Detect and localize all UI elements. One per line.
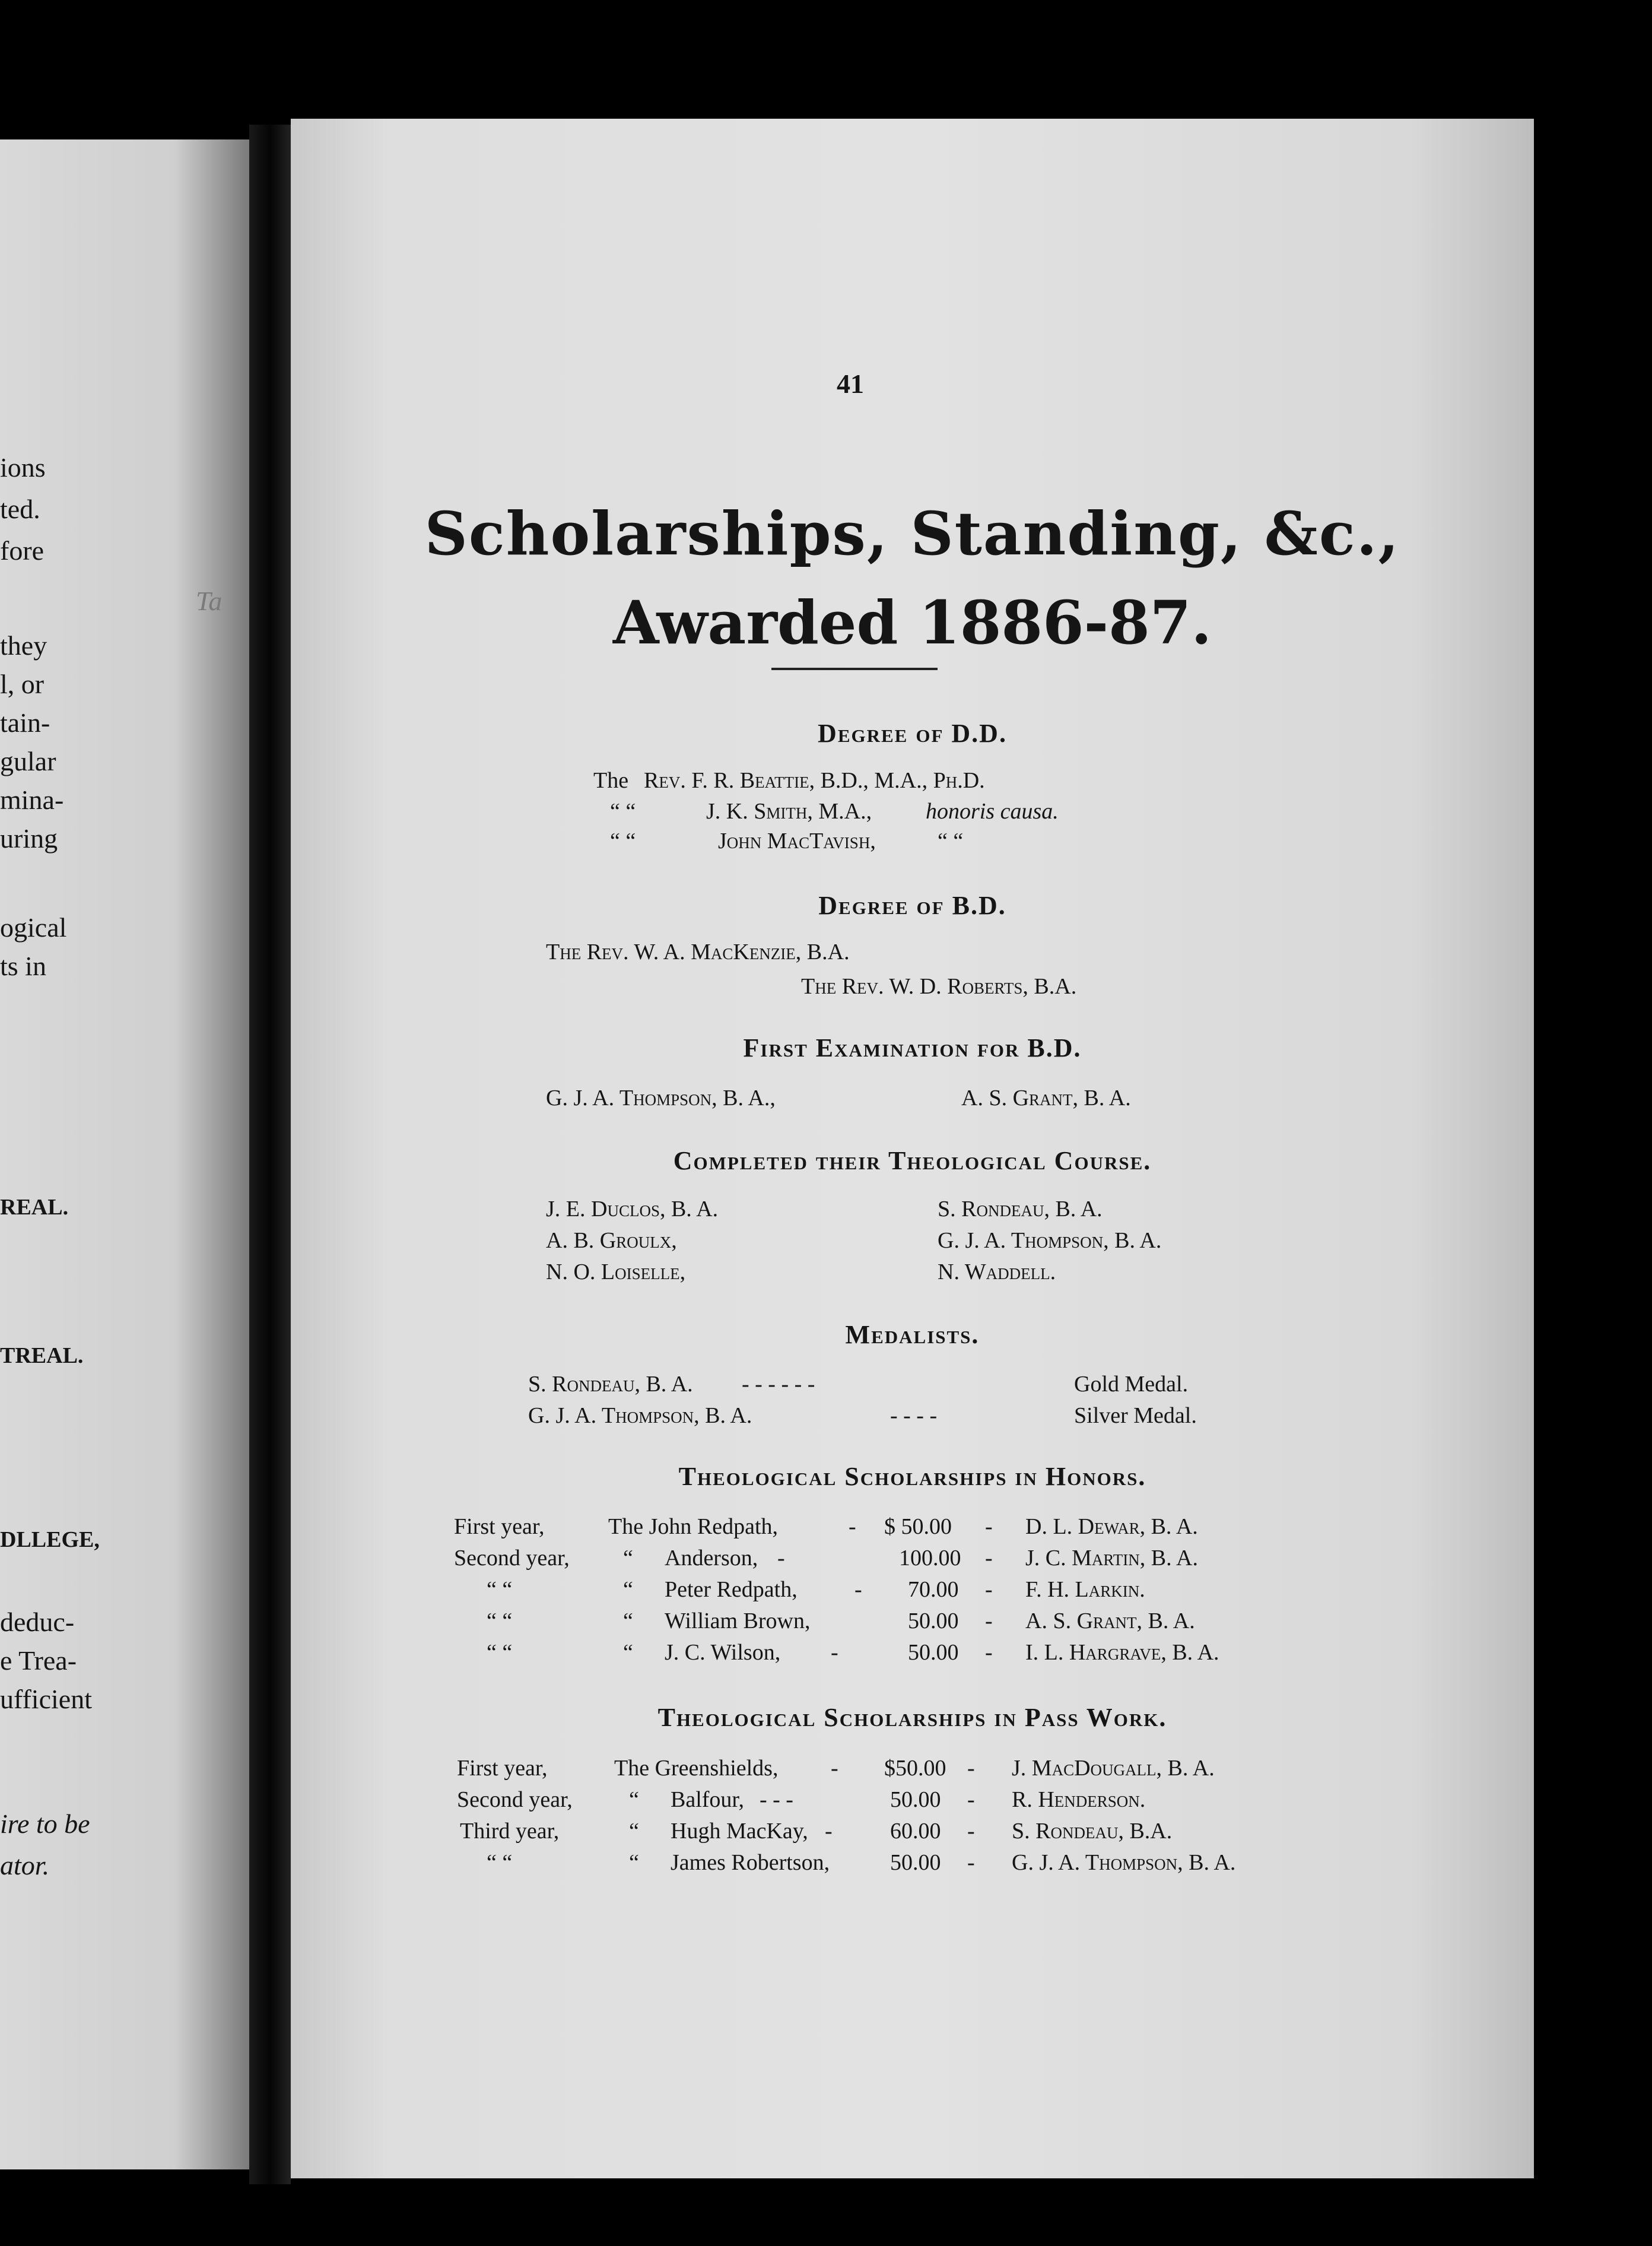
recipient-cell: J. MacDougall, B. A.	[1012, 1756, 1215, 1781]
scholarship-cell: The John Redpath,	[608, 1514, 779, 1539]
amount-cell: 50.00	[908, 1640, 959, 1665]
ditto-mark: “ “	[487, 1850, 513, 1875]
ditto-mark: “	[629, 1850, 639, 1875]
dash-cell: -	[985, 1609, 993, 1633]
year-cell: Third year,	[460, 1819, 560, 1844]
dd-honoris-note: honoris causa.	[926, 799, 1059, 824]
scholarship-cell: Peter Redpath,	[665, 1577, 798, 1602]
section-heading-bd: Degree of B.D.	[818, 891, 1006, 920]
left-text-fragment: fore	[0, 535, 45, 566]
left-text-fragment: ogical	[0, 912, 67, 943]
year-cell: First year,	[454, 1514, 545, 1539]
completed-name: N. Waddell.	[938, 1260, 1056, 1284]
ditto-mark: “	[623, 1640, 633, 1665]
scholarship-cell: Anderson,	[665, 1546, 758, 1571]
bd-recipient: The Rev. W. A. MacKenzie, B.A.	[546, 940, 850, 965]
medalist-leader: - - - - - -	[742, 1372, 815, 1397]
section-heading-honors: Theological Scholarships in Honors.	[678, 1462, 1146, 1491]
left-text-fragment: REAL.	[0, 1195, 69, 1220]
amount-cell: 50.00	[908, 1609, 959, 1633]
amount-cell: $50.00	[884, 1756, 946, 1781]
scholarship-cell: William Brown,	[665, 1609, 811, 1633]
left-text-fragment: deduc-	[0, 1607, 75, 1637]
completed-name: N. O. Loiselle,	[546, 1260, 686, 1284]
year-cell: Second year,	[457, 1787, 573, 1812]
page-number: 41	[837, 369, 864, 399]
year-cell: First year,	[457, 1756, 548, 1781]
medal-type: Silver Medal.	[1074, 1403, 1197, 1428]
ditto-mark: “ “	[487, 1640, 513, 1665]
dash-cell: -	[849, 1514, 856, 1539]
section-heading-medalists: Medalists.	[845, 1320, 980, 1349]
ditto-mark: “	[623, 1609, 633, 1633]
dash-cell: -	[985, 1514, 993, 1539]
ditto-mark: “	[629, 1787, 639, 1812]
left-text-fragment: DLLEGE,	[0, 1527, 100, 1552]
recipient-cell: R. Henderson.	[1012, 1787, 1146, 1812]
left-text-fragment: uring	[0, 823, 58, 854]
scholarship-cell: Balfour,	[671, 1787, 745, 1812]
dd-recipient: John MacTavish,	[718, 829, 876, 854]
dash-cell: - - -	[760, 1787, 793, 1812]
ditto-mark: “	[623, 1577, 633, 1602]
dash-cell: -	[985, 1546, 993, 1571]
year-cell: Second year,	[454, 1546, 570, 1571]
first-exam-candidate: A. S. Grant, B. A.	[961, 1086, 1131, 1111]
scholarship-cell: J. C. Wilson,	[665, 1640, 781, 1665]
bd-recipient: The Rev. W. D. Roberts, B.A.	[801, 974, 1077, 999]
scholarship-cell: Hugh MacKay,	[671, 1819, 808, 1844]
left-text-fragment: ufficient	[0, 1684, 92, 1714]
dash-cell: -	[985, 1577, 993, 1602]
amount-cell: 70.00	[908, 1577, 959, 1602]
left-text-fragment: ions	[0, 452, 46, 483]
medal-type: Gold Medal.	[1074, 1372, 1189, 1397]
ditto-mark: “	[629, 1819, 639, 1844]
left-text-fragment: e Trea-	[0, 1645, 77, 1676]
left-text-fragment: TREAL.	[0, 1343, 84, 1368]
medalist-name: G. J. A. Thompson, B. A.	[528, 1403, 752, 1428]
page-title: Scholarships, Standing, &c.,	[424, 499, 1400, 569]
ditto-mark: “ “	[610, 799, 636, 824]
ditto-mark: “ “	[610, 829, 636, 854]
book-gutter	[249, 125, 291, 2184]
dash-cell: -	[967, 1756, 975, 1781]
completed-name: S. Rondeau, B. A.	[938, 1197, 1103, 1222]
dd-recipient: J. K. Smith, M.A.,	[706, 799, 872, 824]
recipient-cell: A. S. Grant, B. A.	[1025, 1609, 1195, 1633]
amount-cell: 50.00	[890, 1850, 941, 1875]
dash-cell: -	[831, 1756, 838, 1781]
dash-cell: -	[831, 1640, 838, 1665]
amount-cell: $ 50.00	[884, 1514, 952, 1539]
title-rule	[771, 668, 938, 670]
scholarship-cell: James Robertson,	[671, 1850, 830, 1875]
left-text-fragment: ted.	[0, 494, 40, 524]
left-page-fragment	[0, 139, 249, 2169]
dd-recipient: Rev. F. R. Beattie, B.D., M.A., Ph.D.	[644, 768, 985, 793]
dash-cell: -	[967, 1850, 975, 1875]
left-text-fragment: ts in	[0, 951, 46, 981]
ditto-mark: “ “	[487, 1609, 513, 1633]
first-exam-candidate: G. J. A. Thompson, B. A.,	[546, 1086, 776, 1111]
dash-cell: -	[967, 1787, 975, 1812]
amount-cell: 60.00	[890, 1819, 941, 1844]
recipient-cell: F. H. Larkin.	[1025, 1577, 1145, 1602]
page	[291, 119, 1534, 2178]
left-text-fragment: ator.	[0, 1850, 50, 1880]
left-text-fragment: mina-	[0, 785, 64, 815]
section-heading-first-exam: First Examination for B.D.	[743, 1033, 1082, 1062]
medalist-leader: - - - -	[890, 1403, 938, 1428]
ditto-mark: “ “	[938, 829, 964, 854]
dash-cell: -	[854, 1577, 862, 1602]
completed-name: G. J. A. Thompson, B. A.	[938, 1228, 1162, 1253]
recipient-cell: I. L. Hargrave, B. A.	[1025, 1640, 1219, 1665]
dash-cell: -	[967, 1819, 975, 1844]
left-text-fragment: ire to be	[0, 1809, 90, 1839]
dash-cell: -	[825, 1819, 833, 1844]
completed-name: J. E. Duclos, B. A.	[546, 1197, 719, 1222]
completed-name: A. B. Groulx,	[546, 1228, 677, 1253]
page-subtitle: Awarded 1886-87.	[612, 588, 1212, 658]
section-heading-completed: Completed their Theological Course.	[673, 1146, 1152, 1175]
left-text-fragment: gular	[0, 746, 56, 776]
ditto-mark: “ “	[487, 1577, 513, 1602]
recipient-cell: J. C. Martin, B. A.	[1025, 1546, 1198, 1571]
section-heading-dd: Degree of D.D.	[818, 719, 1007, 748]
dash-cell: -	[777, 1546, 785, 1571]
left-text-fragment: they	[0, 630, 47, 661]
recipient-cell: S. Rondeau, B.A.	[1012, 1819, 1173, 1844]
scholarship-cell: The Greenshields,	[614, 1756, 779, 1781]
amount-cell: 100.00	[899, 1546, 961, 1571]
medalist-name: S. Rondeau, B. A.	[528, 1372, 693, 1397]
recipient-cell: D. L. Dewar, B. A.	[1025, 1514, 1198, 1539]
recipient-cell: G. J. A. Thompson, B. A.	[1012, 1850, 1236, 1875]
left-text-fragment: tain-	[0, 708, 50, 738]
left-text-fragment: Ta	[196, 586, 223, 616]
ditto-mark: “	[623, 1546, 633, 1571]
dash-cell: -	[985, 1640, 993, 1665]
left-text-fragment: l, or	[0, 669, 45, 699]
dd-prefix: The	[593, 768, 629, 793]
section-heading-pass: Theological Scholarships in Pass Work.	[657, 1703, 1167, 1732]
amount-cell: 50.00	[890, 1787, 941, 1812]
